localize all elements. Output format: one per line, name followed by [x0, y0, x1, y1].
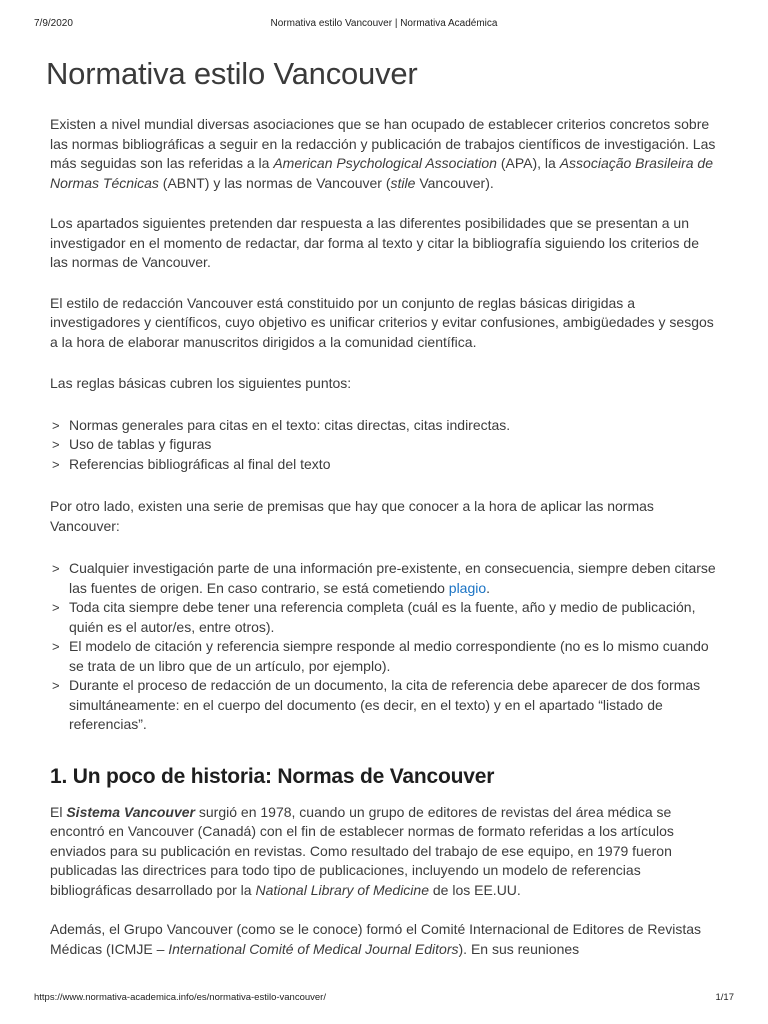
intro-text-d: Vancouver).: [415, 174, 494, 191]
list-item: [50, 455, 718, 475]
list-item-text: Durante el proceso de redacción de un documento, la cita de referencia debe aparecer de dos formas simultáneamente: en el cuerpo del documento (es decir, en el texto) y en el apartado “listado de referencias”.: [69, 677, 701, 732]
list-item: [50, 559, 718, 598]
list-item-text: Uso de tablas y figuras: [69, 436, 212, 452]
print-document-title: Normativa estilo Vancouver | Normativa Académica: [270, 18, 498, 29]
list-item: [50, 416, 718, 436]
chevron-right-icon: >: [52, 417, 60, 433]
history-text-c: de los EE.UU.: [428, 881, 521, 898]
history-paragraph: [50, 803, 718, 901]
abnt-name: Associação Brasileira de Normas Técnicas: [50, 155, 713, 191]
list-item-text: Normas generales para citas en el texto: citas directas, citas indirectas.: [69, 416, 511, 433]
history-text-b: surgió en 1978, cuando un grupo de editores de revistas del área médica se encontró en Vancouver (Canadá) con el fin de establecer normas de formato referidas a los artículos enviados para su publicación en revistas. Como resultado del trabajo de ese equipo, en 1979 fueron publicadas las directrices para todo tipo de publicaciones, incluyendo un modelo de referencias bibliográficas desarrollado por la: [50, 803, 674, 898]
print-header: [34, 18, 734, 32]
list-item-end: .: [486, 579, 491, 596]
list-item-text: El modelo de citación y referencia siempre responde al medio correspondiente (no es lo mismo cuando se trata de un libro que de un artículo, por ejemplo).: [69, 638, 709, 674]
apa-name: American Psychological Association: [273, 155, 497, 171]
sistema-vancouver-term: Sistema Vancouver: [66, 803, 195, 820]
list-item: [50, 637, 718, 676]
intro-paragraph: [50, 115, 718, 193]
list-item: [50, 598, 718, 637]
icmje-text-b: ). En sus reuniones: [458, 940, 580, 957]
nlm-name: National Library of Medicine: [255, 881, 429, 898]
print-date: 7/9/2020: [34, 18, 73, 29]
list-item: [50, 676, 718, 735]
list-item-text: Referencias bibliográficas al final del texto: [69, 455, 331, 472]
icmje-name: International Comité of Medical Journal Editors: [168, 940, 459, 957]
history-text-a: El: [50, 803, 67, 820]
rules-list: [50, 416, 718, 475]
stile-word: stile: [390, 174, 416, 191]
intro-text-b: (APA), la: [496, 155, 560, 171]
icmje-paragraph: [50, 920, 718, 959]
section-heading-history: 1. Un poco de historia: Normas de Vancouver: [50, 764, 495, 788]
print-footer: [34, 992, 734, 1006]
article-content: [46, 50, 718, 959]
chevron-right-icon: >: [52, 600, 60, 615]
chevron-right-icon: >: [52, 678, 60, 693]
chevron-right-icon: >: [52, 639, 60, 654]
list-item-text: Toda cita siempre debe tener una referencia completa (cuál es la fuente, año y medio de publicación, quién es el autor/es, entre otros).: [69, 599, 696, 635]
chevron-right-icon: >: [52, 561, 60, 576]
premises-list: [50, 559, 718, 735]
plagio-link[interactable]: plagio: [448, 579, 487, 596]
print-url: https://www.normativa-academica.info/es/normativa-estilo-vancouver/: [34, 992, 326, 1003]
chevron-right-icon: >: [52, 456, 60, 472]
purpose-paragraph: Los apartados siguientes pretenden dar respuesta a las diferentes posibilidades que se presentan a un investigador en el momento de redactar, dar forma al texto y citar la bibliografía siguiendo los criterios de las normas de Vancouver.: [50, 215, 700, 270]
list-item: [50, 435, 718, 455]
style-paragraph: El estilo de redacción Vancouver está constituido por un conjunto de reglas básicas dirigidas a investigadores y científicos, cuyo objetivo es unificar criterios y evitar confusiones, ambigüedades y sesgos a la hora de elaborar manuscritos dirigidos a la comunidad científica.: [50, 294, 714, 350]
intro-text-a: Existen a nivel mundial diversas asociaciones que se han ocupado de establecer criterios concretos sobre las normas bibliográficas a seguir en la redacción y publicación de trabajos científicos de investigación. Las más seguidas son las referidas a la: [50, 116, 716, 171]
rules-intro: Las reglas básicas cubren los siguientes puntos:: [50, 375, 352, 391]
intro-text-c: (ABNT) y las normas de Vancouver (: [158, 174, 391, 191]
page-title: Normativa estilo Vancouver: [46, 56, 418, 91]
chevron-right-icon: >: [52, 437, 60, 452]
page-number: 1/17: [715, 992, 734, 1003]
list-item-text: Cualquier investigación parte de una información pre-existente, en consecuencia, siempre deben citarse las fuentes de origen. En caso contrario, se está cometiendo: [69, 560, 716, 596]
premises-intro: Por otro lado, existen una serie de premisas que hay que conocer a la hora de aplicar las normas Vancouver:: [50, 498, 654, 534]
icmje-text-a: Además, el Grupo Vancouver (como se le conoce) formó el Comité Internacional de Editores de Revistas Médicas (ICMJE –: [50, 921, 702, 957]
